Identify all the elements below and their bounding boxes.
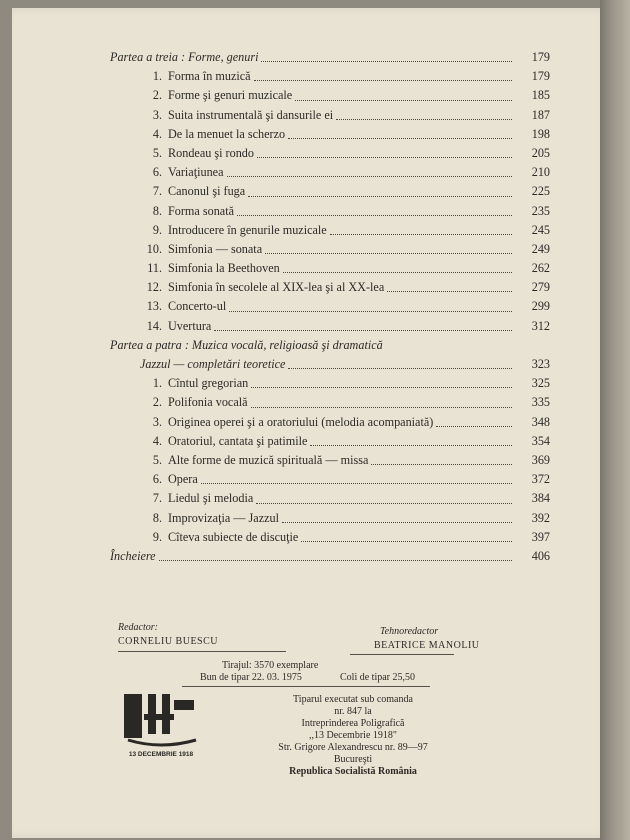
toc-leader-dots [254,80,512,81]
toc-page-number: 335 [531,395,550,410]
toc-entry-title: Partea a patra : Muzica vocală, religioasă şi dramatică [110,337,383,352]
toc-leader-dots [371,464,512,465]
toc-entry-title: Introducere în genurile muzicale [168,222,327,237]
print-approval-date: Bun de tipar 22. 03. 1975 [200,672,302,683]
toc-entry-number: 5. [152,452,162,467]
toc-entry-number: 2. [152,395,162,410]
toc-leader-dots [295,100,512,101]
toc-page-number: 249 [531,241,550,256]
toc-entry-title: Improvizaţia — Jazzul [168,510,279,525]
logo-text: 13 DECEMBRIE 1918 [128,751,194,758]
print-run: Tirajul: 3570 exemplare [222,660,319,671]
toc-entry [110,451,550,470]
toc-entry-number: 3. [152,414,162,429]
toc-entry [110,86,550,105]
toc-entry-title: Simfonia în secolele al XIX-lea şi al XX-lea [168,280,385,295]
toc-page-number: 235 [531,203,550,218]
toc-page-number: 225 [531,184,550,199]
toc-entry [110,470,550,489]
toc-entry-title: Variaţiunea [168,165,224,180]
redactor-rule [118,651,286,652]
toc-entry-title: Uvertura [168,318,212,333]
toc-entry [110,182,550,201]
toc-entry [110,144,550,163]
toc-entry [110,297,550,316]
toc-entry [110,528,550,547]
toc-part-heading [110,336,550,355]
toc-entry-title: Alte forme de muzică spirituală — missa [168,452,369,467]
toc-page-number: 354 [531,433,550,448]
toc-entry-number: 8. [152,510,162,525]
toc-entry-number: 7. [152,184,162,199]
toc-entry-number: 9. [152,529,162,544]
toc-entry-title: Concerto-ul [168,299,227,314]
toc-entry-title: Partea a treia : Forme, genuri [110,50,259,64]
toc-page-number: 205 [531,145,550,160]
toc-page-number: 392 [531,510,550,525]
toc-entry [110,67,550,86]
toc-leader-dots [282,522,512,523]
toc-part-heading [110,48,550,67]
toc-leader-dots [229,311,512,312]
toc-entry-number: 14. [146,318,162,333]
toc-entry [110,259,550,278]
toc-leader-dots [227,176,512,177]
toc-entry-number: 6. [152,472,162,487]
toc-entry [110,163,550,182]
toc-entry-title: Forme şi genuri muzicale [168,88,293,103]
printing-house-logo [122,690,200,758]
toc-entry-title: De la menuet la scherzo [168,126,286,141]
toc-entry-title: Liedul şi melodia [168,491,254,506]
toc-page-number: 262 [531,261,550,276]
toc-entry [110,278,550,297]
page-fold [600,0,630,840]
toc-entry-number: 6. [152,165,162,180]
toc-entry [110,393,550,412]
toc-page-number: 384 [531,491,550,506]
toc-entry [110,413,550,432]
toc-page-number: 185 [531,88,550,103]
toc-page-number: 279 [531,280,550,295]
toc-entry [110,432,550,451]
toc-entry-number: 13. [146,299,162,314]
toc-entry [110,125,550,144]
toc-entry [110,317,550,336]
toc-page-number: 210 [531,165,550,180]
toc-entry-number: 10. [146,241,162,256]
tehnoredactor-rule [350,654,454,655]
toc-entry-title: Cîteva subiecte de discuţie [168,529,299,544]
toc-leader-dots [387,291,512,292]
toc-entry-number: 7. [152,491,162,506]
toc-entry-title: Simfonia — sonata [168,241,263,256]
toc-entry [110,202,550,221]
toc-entry [110,489,550,508]
toc-leader-dots [288,138,512,139]
toc-entry-number: 9. [152,222,162,237]
toc-entry-number: 8. [152,203,162,218]
toc-entry [110,221,550,240]
toc-entry-number: 12. [146,280,162,295]
toc-leader-dots [159,560,512,561]
toc-entry-title: Simfonia la Beethoven [168,261,280,276]
toc-page-number: 397 [531,529,550,544]
print-sheets: Coli de tipar 25,50 [340,672,415,683]
toc-entry [110,240,550,259]
table-of-contents [110,48,550,566]
toc-leader-dots [251,387,512,388]
toc-entry-title: Cîntul gregorian [168,376,249,391]
toc-entry-title: Forma în muzică [168,69,251,84]
printer-line-3: Intreprinderea Poligrafică [301,718,405,729]
toc-leader-dots [283,272,512,273]
toc-page-number: 323 [531,357,550,371]
toc-entry [110,374,550,393]
toc-leader-dots [261,61,512,62]
redactor-label: Redactor: [118,622,158,633]
toc-page-number: 348 [531,414,550,429]
toc-entry-number: 3. [152,107,162,122]
toc-entry-title: Forma sonată [168,203,235,218]
toc-entry-title: Oratoriul, cantata şi patimile [168,433,308,448]
toc-leader-dots [214,330,512,331]
toc-page-number: 198 [531,126,550,141]
toc-leader-dots [248,196,512,197]
toc-page-number: 312 [531,318,550,333]
toc-page-number: 179 [531,50,550,64]
printer-line-6: Bucureşti [333,754,373,765]
toc-entry-number: 4. [152,433,162,448]
toc-entry-title: Canonul şi fuga [168,184,246,199]
toc-entry-number: 4. [152,126,162,141]
toc-page-number: 372 [531,472,550,487]
redactor-name: CORNELIU BUESCU [118,636,219,647]
toc-entry-number: 5. [152,145,162,160]
printer-line-5: Str. Grigore Alexandrescu nr. 89—97 [278,742,428,753]
printer-line-1: Tiparul executat sub comanda [293,694,413,705]
toc-page-number: 187 [531,107,550,122]
printer-line-7: Republica Socialistă România [289,766,417,777]
toc-leader-dots [256,503,512,504]
toc-part-heading [110,547,550,566]
toc-entry-number: 1. [152,69,162,84]
toc-leader-dots [436,426,512,427]
toc-page-number: 299 [531,299,550,314]
toc-leader-dots [251,407,512,408]
toc-page-number: 369 [531,452,550,467]
toc-page-number: 325 [531,376,550,391]
toc-leader-dots [257,157,512,158]
toc-leader-dots [288,368,512,369]
toc-entry-title: Încheiere [110,548,156,563]
toc-leader-dots [310,445,512,446]
toc-entry-title: Jazzul — completări teoretice [140,357,286,371]
toc-leader-dots [336,119,512,120]
toc-leader-dots [330,234,512,235]
toc-leader-dots [201,483,512,484]
toc-page-number: 406 [531,548,550,563]
printer-line-4: ,,13 Decembrie 1918" [309,730,397,741]
toc-entry [110,509,550,528]
toc-entry [110,106,550,125]
toc-entry-number: 11. [147,261,162,276]
toc-entry-number: 1. [152,376,162,391]
printer-line-2: nr. 847 la [334,706,372,717]
toc-page-number: 179 [531,69,550,84]
tehnoredactor-name: BEATRICE MANOLIU [374,640,480,651]
toc-entry-number: 2. [152,88,162,103]
tehnoredactor-label: Tehnoredactor [380,626,439,637]
toc-entry-title: Rondeau şi rondo [168,145,254,160]
toc-leader-dots [237,215,512,216]
print-info-rule [182,686,430,687]
toc-entry-title: Opera [168,472,198,487]
toc-page-number: 245 [531,222,550,237]
toc-entry-title: Polifonia vocală [168,395,248,410]
toc-leader-dots [265,253,512,254]
toc-leader-dots [301,541,512,542]
toc-entry-title: Suita instrumentală şi dansurile ei [168,107,334,122]
toc-entry-title: Originea operei şi a oratoriului (melodia acompaniată) [168,414,434,429]
toc-part-heading [110,355,550,374]
